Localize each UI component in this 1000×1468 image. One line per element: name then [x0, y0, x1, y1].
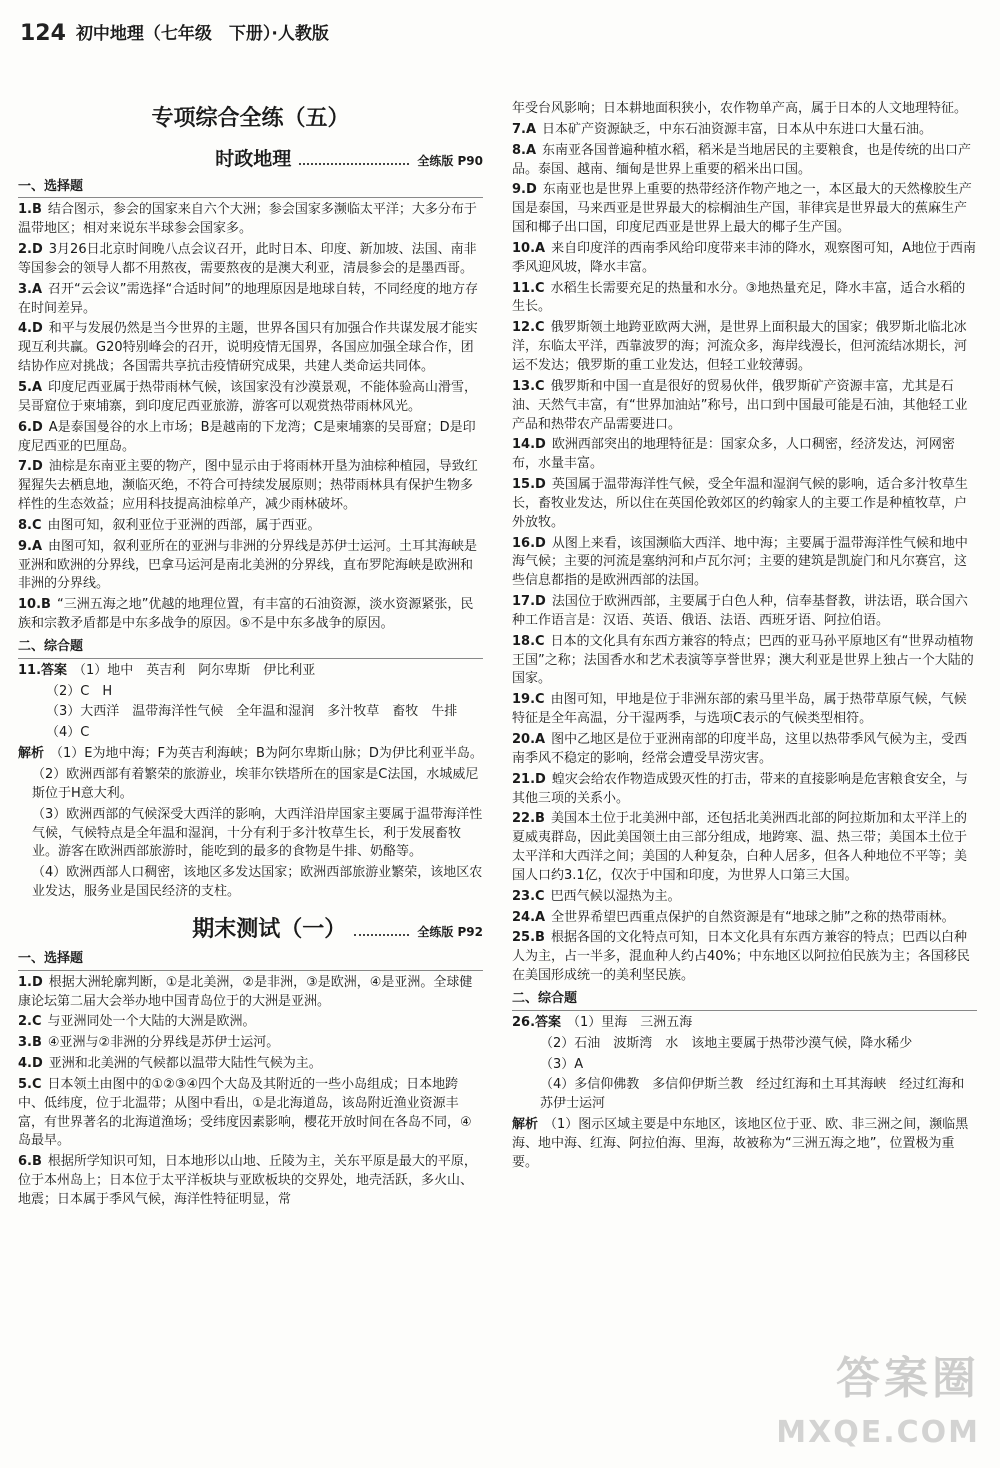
explanation: 解析 （1）E为地中海；F为英吉利海峡；B为阿尔卑斯山脉；D为伊比利亚半岛。 — [18, 746, 483, 762]
answer-item: 23.C 巴西气候以湿热为主。 — [512, 888, 681, 904]
answer-item: 6.B 根据所学知识可知，日本地形以山地、丘陵为主，关东平原是最大的平原，位于本州岛上；日本位于太平洋板块与亚欧板块的交界处，地壳活跃，多火山、地震；日本属于季风气候，海洋性特征明显，常 — [18, 1154, 477, 1207]
answer-item: 5.A 印度尼西亚属于热带雨林气候，该国家没有沙漠景观，不能体验高山滑雪，吴哥窟位于柬埔寨，到印度尼西亚旅游，游客可以观赏热带雨林风光。 — [18, 379, 478, 414]
answer-item: 2.C 与亚洲同处一个大陆的大洲是欧洲。 — [18, 1014, 256, 1030]
answer-item: 8.C 由图可知，叙利亚位于亚洲的西部，属于西亚。 — [18, 517, 321, 533]
answer-item: 24.A 全世界希望巴西重点保护的自然资源是有“地球之肺”之称的热带雨林。 — [512, 909, 955, 925]
answer-item: 25.B 根据各国的文化特点可知，日本文化具有东西方兼容的特点；巴西以白种人为主，占一半多，混血种人约占40%；中东地区以阿拉伯民族为主；各国移民在美国形成统一的美利坚民族。 — [512, 930, 970, 984]
answer-item: 3.A 召开“云会议”需选择“合适时间”的地理原因是地球自转，不同经度的地方存在时间差异。 — [18, 281, 478, 316]
answer-item: 14.D 欧洲西部突出的地理特征是：国家众多，人口稠密，经济发达，河网密布，水量丰富。 — [512, 437, 955, 472]
section-heading: 一、选择题 — [18, 178, 483, 199]
answer-item: 7.D 油棕是东南亚主要的物产，图中显示由于将雨林开垦为油棕种植园，导致红猩猩失去栖息地，濒临灭绝，不符合可持续发展原则；热带雨林具有保护生物多样性的生态效益；应用科技提高油棕单产，减少雨林破坏。 — [18, 459, 478, 513]
explanation: 解析 （1）图示区域主要是中东地区，该地区位于亚、欧、非三洲之间，濒临黑海、地中海、红海、阿拉伯海、里海，故被称为“三洲五海之地”，位置极为重要。 — [512, 1117, 969, 1170]
dot-leader — [299, 153, 409, 165]
dot-leader — [354, 924, 409, 936]
subsection-title: 时政地理 — [215, 148, 292, 170]
answer-item: 26.答案 （1）里海 三洲五海 — [512, 1014, 693, 1030]
answer-line: （2）C H — [46, 683, 113, 699]
watermark-url: MXQE.COM — [776, 1414, 980, 1450]
left-column — [18, 136, 483, 1212]
answer-item: 12.C 俄罗斯领土地跨亚欧两大洲，是世界上面积最大的国家；俄罗斯北临北冰洋，东临太平洋，西靠波罗的海；河流众多，海岸线漫长，但河流结冰期长，河运不发达；俄罗斯的重工业发达，但轻工业较薄弱。 — [512, 320, 968, 373]
answer-item: 8.A 东南亚各国普遍种植水稻，稻米是当地居民的主要粮食，也是传统的出口产品。泰国、越南、缅甸是世界上重要的稻米出口国。 — [512, 142, 972, 177]
answer-item: 10.A 来自印度洋的西南季风给印度带来丰沛的降水，观察图可知，A地位于西南季风迎风坡，降水丰富。 — [512, 240, 976, 275]
answer-item: 6.D A是泰国曼谷的水上市场；B是越南的下龙湾；C是柬埔寨的吴哥窟；D是印度尼西亚的巴厘岛。 — [18, 419, 476, 454]
answer-item: 19.C 由图可知，甲地是位于非洲东部的索马里半岛，属于热带草原气候，气候特征是全年高温，分干湿两季，与选项C表示的气候类型相符。 — [512, 692, 967, 727]
answer-item: 20.A 图中乙地区是位于亚洲南部的印度半岛，这里以热带季风气候为主，受西南季风不稳定的影响，经常会遭受旱涝灾害。 — [512, 732, 968, 766]
exam-title: 期末测试（一） — [192, 915, 347, 942]
answer-item: 9.A 由图可知，叙利亚所在的亚洲与非洲的分界线是苏伊士运河。土耳其海峡是亚洲和欧洲的分界线，巴拿马运河是南北美洲的分界线，直布罗陀海峡是欧洲和非洲的分界线。 — [18, 538, 478, 592]
continued-text: 年受台风影响；日本耕地面积狭小，农作物单产高，属于日本的人文地理特征。 — [512, 101, 968, 116]
answer-line: （3）A — [540, 1056, 584, 1072]
section-heading: 一、选择题 — [18, 950, 483, 971]
answer-item: 13.C 俄罗斯和中国一直是很好的贸易伙伴，俄罗斯矿产资源丰富，尤其是石油、天然气丰富，有“世界加油站”称号，出口到中国最可能是石油，其他轻工业产品和热带农产品需要进口。 — [512, 378, 968, 432]
answer-item: 18.C 日本的文化具有东西方兼容的特点；巴西的亚马孙平原地区有“世界动植物王国”之称；法国香水和艺术表演等享誉世界；澳大利亚是世界上独占一个大陆的国家。 — [512, 633, 974, 687]
exam-header — [18, 914, 483, 946]
answer-item: 1.B 结合图示，参会的国家来自六个大洲；参会国家多濒临太平洋；大多分布于温带地区；相对来说东半球参会国家多。 — [18, 202, 477, 237]
page-reference: 全练版 P90 — [417, 154, 483, 168]
answer-line: （4）C — [46, 725, 90, 741]
answer-item: 3.B ④亚洲与②非洲的分界线是苏伊士运河。 — [18, 1035, 280, 1051]
answer-item: 9.D 东南亚也是世界上重要的热带经济作物产地之一，本区最大的天然橡胶生产国是泰国，马来西亚是世界最大的棕榈油生产国，菲律宾是世界最大的蕉麻生产国和椰子出口国，印度尼西亚是世界上最大的椰子生产国。 — [512, 182, 972, 236]
section-heading: 二、综合题 — [512, 990, 977, 1011]
right-column — [512, 100, 977, 1175]
answer-item: 5.C 日本领土由图中的①②③④四个大岛及其附近的一些小岛组成；日本地跨中、低纬度，位于北温带；从图中看出，①是北海道岛，该岛附近渔业资源丰富，有世界著名的北海道渔场；受纬度因素影响，樱花开放时间在各岛不同，④岛最早。 — [18, 1076, 472, 1149]
explanation-line: （2）欧洲西部有着繁荣的旅游业，埃菲尔铁塔所在的国家是C法国，水城威尼斯位于H意大利。 — [32, 767, 479, 801]
section-heading: 二、综合题 — [18, 638, 483, 659]
answer-item: 17.D 法国位于欧洲西部，主要属于白色人种，信奉基督教，讲法语，联合国六种工作语言是：汉语、英语、俄语、法语、西班牙语、阿拉伯语。 — [512, 594, 968, 628]
answer-line: （4）多信仰佛教 多信仰伊斯兰教 经过红海和土耳其海峡 经过红海和苏伊士运河 — [540, 1077, 965, 1112]
watermark-logo: 答案圈 — [836, 1352, 980, 1404]
answer-line: （2）石油 波斯湾 水 该地主要属于热带沙漠气候，降水稀少 — [540, 1035, 913, 1051]
answer-item: 21.D 蝗灾会给农作物造成毁灭性的打击，带来的直接影响是危害粮食安全，与其他三项的关系小。 — [512, 771, 968, 806]
answer-item: 16.D 从图上来看，该国濒临大西洋、地中海；主要属于温带海洋性气候和地中海气候；主要的河流是塞纳河和卢瓦尔河；主要的建筑是凯旋门和凡尔赛宫，这些信息都指的是欧洲西部的法国。 — [512, 535, 968, 589]
page-number: 124 — [20, 21, 66, 46]
watermark — [776, 1347, 980, 1454]
answer-item: 11.C 水稻生长需要充足的热量和水分。③地热量充足，降水丰富，适合水稻的生长。 — [512, 280, 966, 315]
answer-line: （3）大西洋 温带海洋性气候 全年温和湿润 多汁牧草 畜牧 牛排 — [46, 704, 458, 720]
answer-item: 22.B 美国本土位于北美洲中部，还包括北美洲西北部的阿拉斯加和太平洋上的夏威夷群岛，因此美国领土由三部分组成，地跨寒、温、热三带；美国本土位于太平洋和大西洋之间；美国的人种复杂，白种人居多，但各人种地位不平等；美国人口约3.1亿，仅次于中国和印度，为世界人口第三大国。 — [512, 811, 968, 883]
book-title: 初中地理（七年级 下册）·人教版 — [75, 23, 329, 44]
subsection-header — [18, 146, 483, 174]
page-reference: 全练版 P92 — [417, 924, 483, 939]
explanation-line: （4）欧洲西部人口稠密，该地区多发达国家；欧洲西部旅游业繁荣，该地区农业发达，服务业是国民经济的支柱。 — [32, 865, 483, 900]
explanation-line: （3）欧洲西部的气候深受大西洋的影响，大西洋沿岸国家主要属于温带海洋性气候，气候特点是全年温和湿润，十分有利于多汁牧草生长，利于发展畜牧业。游客在欧洲西部旅游时，能吃到的最多的食物是牛排、奶酪等。 — [32, 806, 483, 860]
answer-item: 11.答案 （1）地中 英吉利 阿尔卑斯 伊比利亚 — [18, 662, 316, 678]
main-title: 专项综合全练（五） — [151, 105, 350, 131]
page-header — [20, 18, 329, 50]
answer-item: 4.D 和平与发展仍然是当今世界的主题，世界各国只有加强合作共谋发展才能实现互利共赢。G20特别峰会的召开，说明疫情无国界，各国应加强全球合作，团结协作应对挑战；各国需共享抗击疫情研究成果，共建人类命运共同体。 — [18, 321, 478, 375]
answer-item: 4.D 亚洲和北美洲的气候都以温带大陆性气候为主。 — [18, 1056, 322, 1072]
answer-item: 15.D 英国属于温带海洋性气候，受全年温和湿润气候的影响，适合多汁牧草生长，畜牧业发达，所以住在英国伦敦郊区的约翰家人的主要工作是种植牧草，户外放牧。 — [512, 477, 968, 530]
answer-item: 2.D 3月26日北京时间晚八点会议召开，此时日本、印度、新加坡、法国、南非等国参会的领导人都不用熬夜，需要熬夜的是澳大利亚，清晨参会的是墨西哥。 — [18, 242, 477, 276]
answer-item: 10.B “三洲五海之地”优越的地理位置，有丰富的石油资源，淡水资源紧张，民族和宗教矛盾都是中东多战争的原因。⑤不是中东多战争的原因。 — [18, 597, 474, 632]
answer-item: 1.D 根据大洲轮廓判断，①是北美洲，②是非洲，③是欧洲，④是亚洲。全球健康论坛第二届大会举办地中国青岛位于的大洲是亚洲。 — [18, 974, 473, 1009]
answer-item: 7.A 日本矿产资源缺乏，中东石油资源丰富，日本从中东进口大量石油。 — [512, 121, 933, 137]
